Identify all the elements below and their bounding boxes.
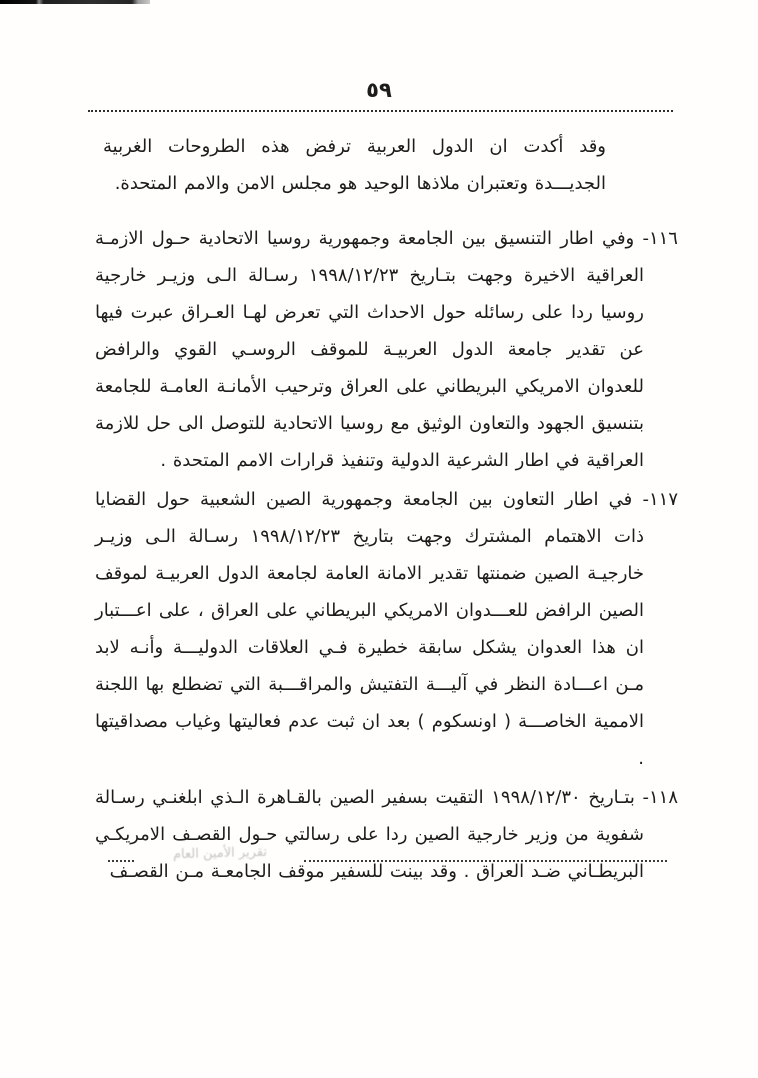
page-number: ٥٩ [366, 78, 392, 102]
footer-dotted-rule-left [108, 860, 134, 862]
header-dotted-rule [88, 110, 673, 112]
paragraph-118 [95, 779, 678, 890]
paragraph-117 [95, 481, 678, 777]
paragraph-116-number: ١١٦- [642, 228, 678, 249]
paragraph-117-text: في اطار التعاون بين الجامعة وجمهورية الصين الشعبية حول القضايا ذات الاهتمام المشترك وجهت بتاريخ ١٩٩٨/١٢/٢٣ رسـالة الـى وزيـر خارجيـة الصين ضمنتها تقدير الامانة العامة لجامعة الدول العربيـة لموقف الصين الرافض للعـــدوان الامريكي البريطاني على العراق ، على اعـــتبار ان هذا العدوان يشكل سابقة خطيرة فـي العلاقات الدوليـــة وأنـه لابد مـن اعـــادة النظر في آليـــة التفتيش والمراقـــبة التي تضطلع بها اللجنة الاممية الخاصـــة ( اونسكوم ) بعد ان ثبت عدم فعاليتها وغياب مصداقيتها . [95, 489, 644, 769]
paragraph-118-number: ١١٨- [642, 787, 678, 808]
paragraph-116 [95, 220, 678, 479]
paragraph-118-text: بتـاريخ ١٩٩٨/١٢/٣٠ التقيت بسفير الصين بالقـاهرة الـذي ابلغنـي رسـالة شفوية من وزير خارجية الصين ردا على رسالتي حـول القصـف الامريكـي البريطـاني ضـد العراق . وقد بينت للسفير موقف الجامعـة مـن القصـف [95, 787, 644, 882]
document-body [95, 128, 678, 892]
paragraph-116-text: وفي اطار التنسيق بين الجامعة وجمهورية روسيا الاتحادية حـول الازمـة العراقية الاخيرة وجهت بتـاريخ ١٩٩٨/١٢/٢٣ رسـالة الـى وزيـر خارجية روسيا ردا على رسائله حول الاحداث التي تعرض لهـا العـراق عبرت فيها عن تقدير جامعة الدول العربيـة للموقف الروسـي القوي والرافض للعدوان الامريكي البريطاني على العراق وترحيب الأمانـة العامـة للجامعة بتنسيق الجهود والتعاون الوثيق مع روسيا الاتحادية للتوصل الى حل للازمة العراقية في اطار الشرعية الدولية وتنفيذ قرارات الامم المتحدة . [95, 228, 644, 471]
scan-artifact-strip [0, 0, 150, 4]
faint-footer-annotation: تقرير الأمين العام [172, 844, 268, 863]
intro-paragraph: وقد أكدت ان الدول العربية ترفض هذه الطروحات الغربية الجديـــدة وتعتبران ملاذها الوحيد هو مجلس الامن والامم المتحدة. [103, 136, 606, 194]
paragraph-117-number: ١١٧- [642, 489, 678, 510]
footer-dotted-rule-main [304, 860, 667, 862]
